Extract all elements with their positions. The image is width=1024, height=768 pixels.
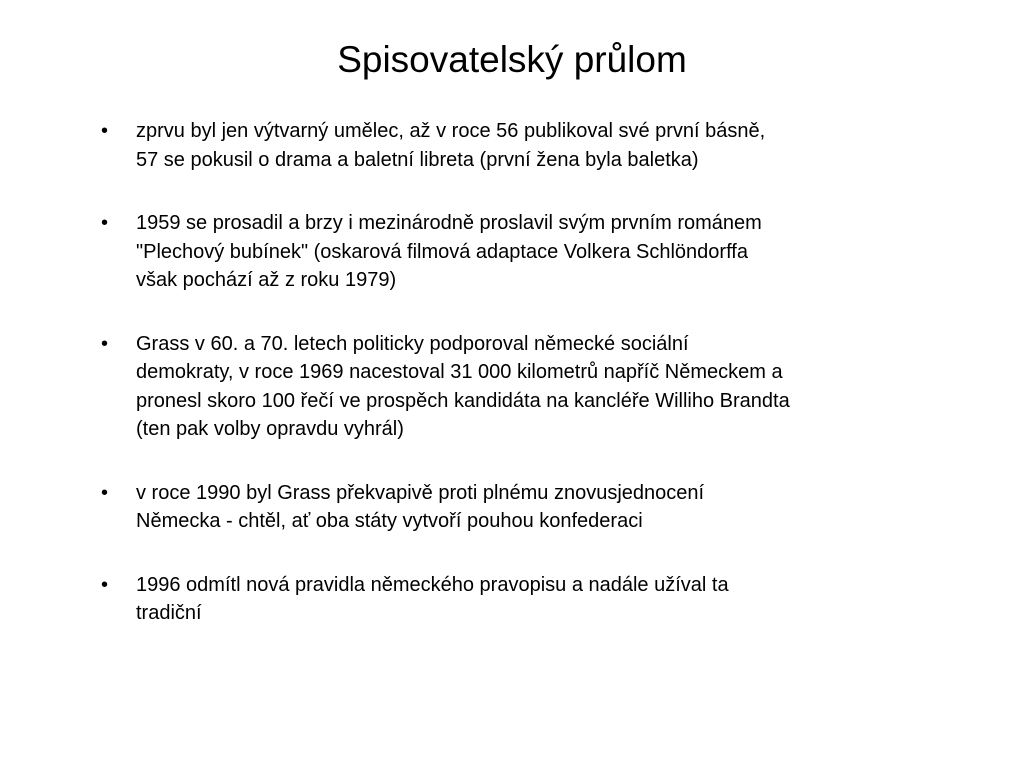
bullet-text-line: v roce 1990 byl Grass překvapivě proti plnému znovusjednocení [136,481,705,504]
bullet-icon: • [101,212,109,234]
bullet-text-line: "Plechový bubínek" (oskarová filmová adaptace Volkera Schlöndorffa [136,240,748,263]
bullet-item-5 [101,571,941,628]
bullet-text-line: však pochází až z roku 1979) [136,269,397,291]
bullet-item-1 [101,117,941,174]
bullet-text-line: Německa - chtěl, ať oba státy vytvoří pouhou konfederaci [136,510,643,532]
bullet-list [101,117,941,628]
bullet-item-4 [101,479,941,536]
bullet-text-line: 1996 odmítl nová pravidla německého pravopisu a nadále užíval ta [136,573,729,596]
bullet-text-line: zprvu byl jen výtvarný umělec, až v roce 56 publikoval své první básně, [136,120,766,142]
bullet-icon: • [101,332,109,355]
bullet-text-line: tradiční [136,602,202,624]
bullet-text-line: 1959 se prosadil a brzy i mezinárodně proslavil svým prvním románem [136,212,762,234]
bullet-item-2 [101,209,941,295]
bullet-text-line: Grass v 60. a 70. letech politicky podporoval německé sociální [136,332,689,355]
slide-title: Spisovatelský průlom [337,39,687,80]
bullet-text-line: 57 se pokusil o drama a baletní libreta (první žena byla baletka) [136,148,699,171]
bullet-text-line: pronesl skoro 100 řečí ve prospěch kandidáta na kancléře Williho Brandta [136,389,790,412]
bullet-icon: • [101,573,109,596]
bullet-item-3 [101,330,941,444]
bullet-icon: • [101,481,109,504]
bullet-icon: • [101,120,109,142]
bullet-text-line: demokraty, v roce 1969 nacestoval 31 000 kilometrů napříč Německem a [136,361,783,383]
bullet-text-line: (ten pak volby opravdu vyhrál) [136,418,404,440]
